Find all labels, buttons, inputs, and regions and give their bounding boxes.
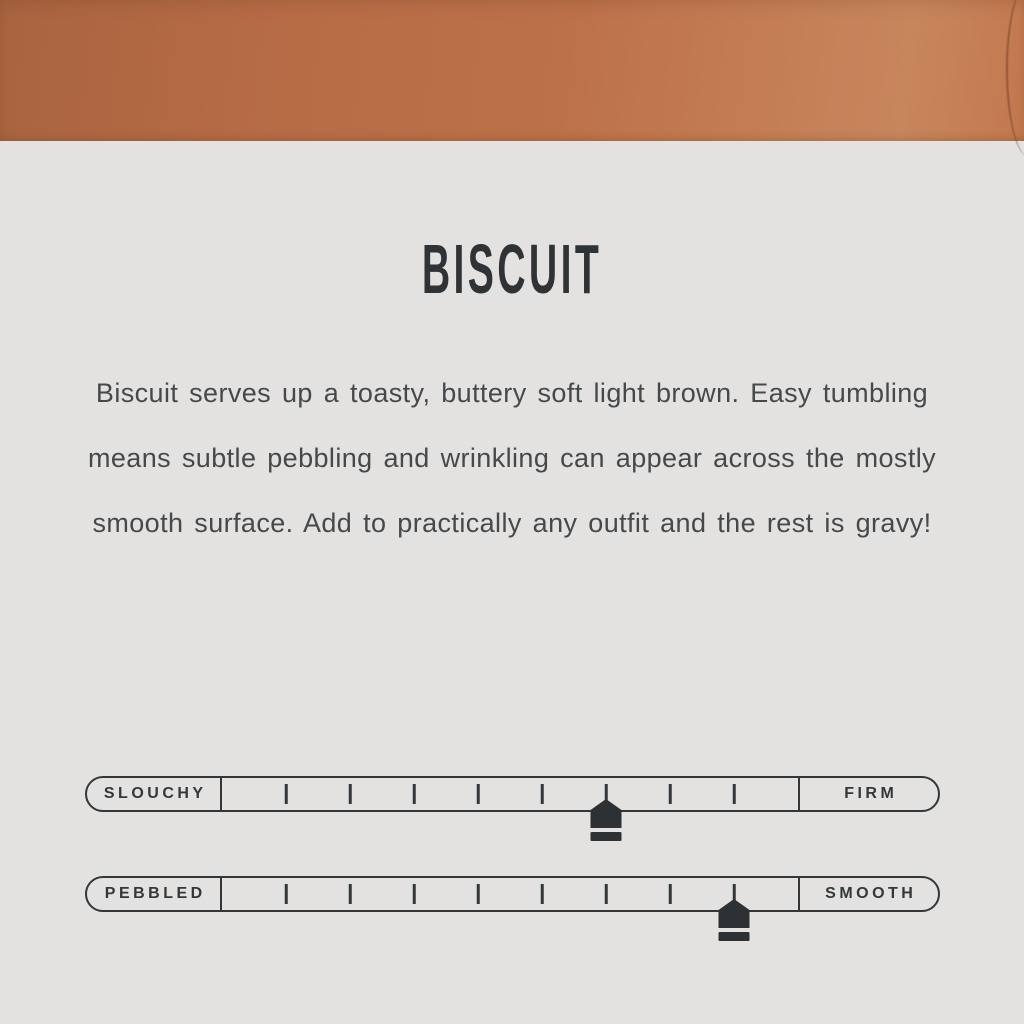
slider-track — [220, 778, 800, 810]
leather-swatch-image — [0, 0, 1024, 141]
scale-left-label: PEBBLED — [104, 885, 206, 902]
tick-mark — [733, 784, 736, 804]
tick-mark — [541, 784, 544, 804]
tick-mark — [541, 884, 544, 904]
title-row — [0, 230, 1024, 308]
color-description — [0, 361, 1024, 556]
slouchy-firm-scale — [85, 776, 940, 812]
description-line: means subtle pebbling and wrinkling can appear across the mostly — [87, 443, 937, 473]
marker-bar-icon — [591, 832, 622, 841]
marker-bar-icon — [719, 932, 750, 941]
leather-edge-curve — [1006, 0, 1024, 157]
scale-right-label: SMOOTH — [825, 885, 917, 902]
slider-marker — [591, 799, 622, 841]
tick-mark — [477, 884, 480, 904]
description-line: Biscuit serves up a toasty, buttery soft light brown. Easy tumbling — [95, 378, 929, 408]
pebbled-smooth-scale — [85, 876, 940, 912]
slider-track — [220, 878, 800, 910]
color-name-title: BISCUIT — [421, 230, 603, 308]
tick-mark — [669, 884, 672, 904]
tick-mark — [477, 784, 480, 804]
slider-marker — [719, 899, 750, 941]
tick-mark — [349, 884, 352, 904]
tick-mark — [413, 884, 416, 904]
scale-right-label: FIRM — [844, 785, 898, 802]
tick-mark — [605, 884, 608, 904]
tick-mark — [285, 884, 288, 904]
marker-nib-icon — [591, 799, 622, 828]
tick-mark — [413, 784, 416, 804]
tick-mark — [349, 784, 352, 804]
marker-nib-icon — [719, 899, 750, 928]
scale-left-label: SLOUCHY — [103, 785, 207, 802]
tick-mark — [285, 784, 288, 804]
tick-mark — [669, 784, 672, 804]
description-line: smooth surface. Add to practically any outfit and the rest is gravy! — [92, 508, 932, 538]
